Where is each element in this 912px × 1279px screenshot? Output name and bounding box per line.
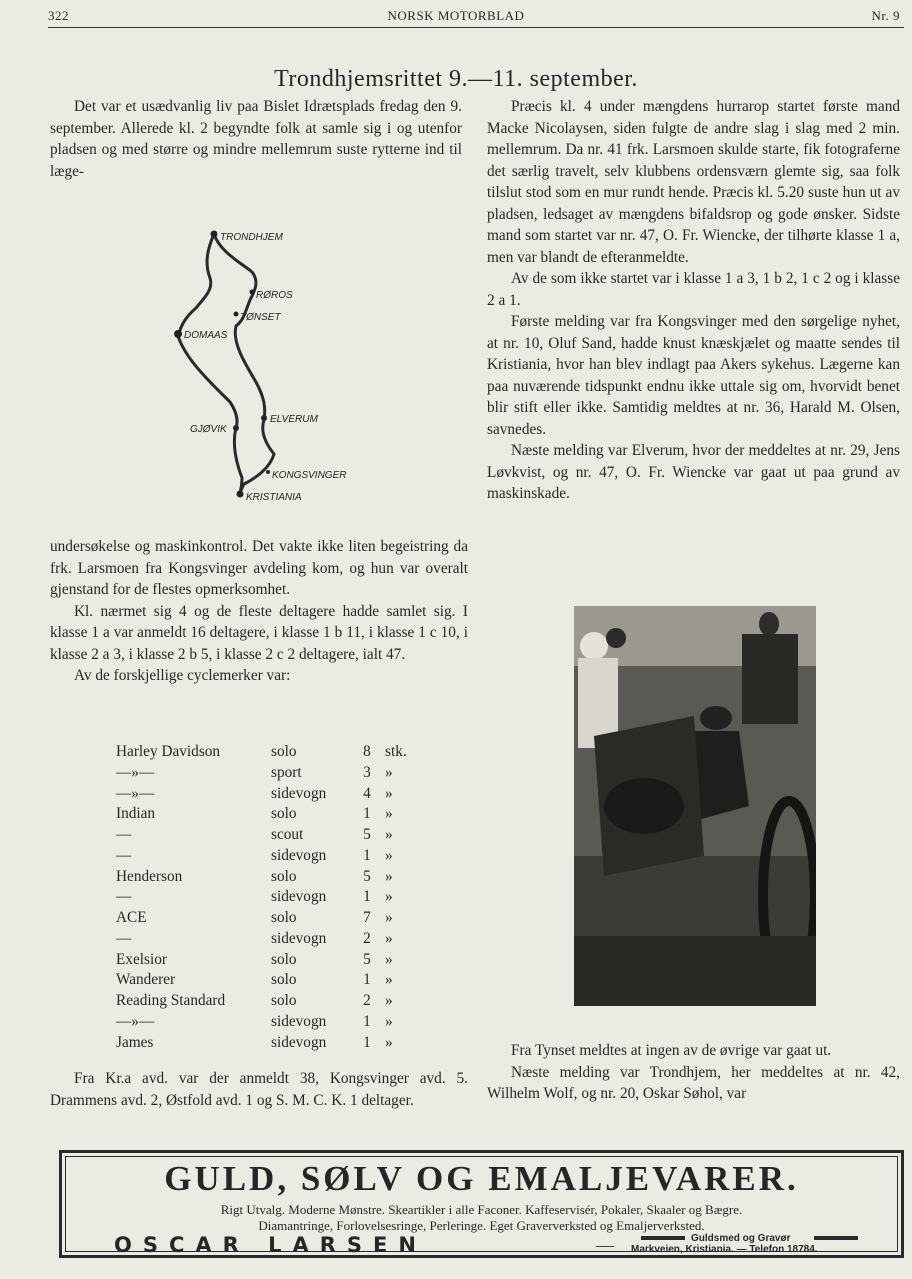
brand-count: 5 bbox=[363, 950, 371, 968]
brand-name: Exelsior bbox=[116, 950, 167, 968]
brand-type: sidevogn bbox=[271, 929, 327, 947]
brand-row bbox=[116, 804, 425, 825]
brand-row bbox=[116, 742, 425, 763]
city-dot bbox=[234, 312, 239, 317]
brand-name: —»— bbox=[116, 1012, 155, 1030]
paragraph: Fra Tynset meldtes at ingen av de øvrige var gaat ut. bbox=[511, 1042, 832, 1059]
brand-count: 5 bbox=[363, 826, 371, 843]
brand-row bbox=[116, 784, 425, 805]
brand-count: 1 bbox=[363, 971, 371, 989]
ad-trade: Guldsmed og Gravør bbox=[691, 1233, 791, 1244]
city-dot bbox=[233, 425, 239, 431]
brand-type: solo bbox=[271, 992, 297, 1009]
left-column-bottom bbox=[50, 1068, 468, 1111]
brand-unit: » bbox=[385, 1012, 393, 1030]
article-title: Trondhjemsrittet 9.—11. september. bbox=[274, 66, 638, 92]
brand-table bbox=[116, 742, 425, 1053]
brand-type: solo bbox=[271, 909, 297, 926]
brand-row bbox=[116, 970, 425, 991]
ad-bar-right bbox=[814, 1236, 858, 1240]
paragraph: Præcis kl. 4 under mængdens hurrarop startet første mand Macke Nicolaysen, siden fulgte de andre slag i slag med 2 min. mellemrum. Da nr. 41 frk. Larsmoen skulde starte, fik fotograferne det særlig travelt, selv klubbens ordensværn glemte sig, saa folk tilslut stod som en mur rundt hende. Præcis kl. 5.20 suste hun ut av pladsen, ledsaget av mængdens bifaldsrop og gode ønsker. Sidste mand som startet var nr. 47, O. Fr. Wiencke, der tilhørte klasse 1 a, men var blandt de efteranmeldte. bbox=[487, 98, 900, 266]
city-dot bbox=[237, 491, 244, 498]
brand-type: sidevogn bbox=[271, 888, 327, 906]
race-photo bbox=[574, 606, 816, 1006]
brand-unit: » bbox=[385, 909, 393, 926]
route-map bbox=[160, 222, 360, 512]
brand-type: sidevogn bbox=[271, 784, 327, 802]
brand-unit: » bbox=[385, 826, 393, 843]
right-column-top bbox=[487, 96, 900, 505]
brand-name: —»— bbox=[116, 784, 155, 802]
city-dot bbox=[250, 290, 255, 295]
right-column-bottom bbox=[487, 1040, 900, 1105]
brand-unit: » bbox=[385, 888, 393, 906]
brand-name: Henderson bbox=[116, 867, 183, 885]
paragraph: Av de forskjellige cyclemerker var: bbox=[74, 667, 291, 684]
paragraph: Næste melding var Elverum, hvor der meddeltes at nr. 29, Jens Løvkvist, og nr. 47, O. Fr. Wiencke var gaat ut paa grund av maskinskade. bbox=[487, 442, 900, 502]
brand-unit: stk. bbox=[385, 743, 407, 760]
brand-count: 1 bbox=[363, 846, 371, 864]
advertisement bbox=[59, 1150, 904, 1258]
map-label-domaas: DOMAAS bbox=[184, 330, 228, 341]
ad-line-1: Rigt Utvalg. Moderne Mønstre. Skeartikler i alle Faconer. Kaffeservisér, Pokaler, Skaaler og Bægre. bbox=[220, 1202, 743, 1217]
brand-count: 1 bbox=[363, 1033, 371, 1051]
brand-count: 2 bbox=[363, 929, 371, 947]
route-line-west bbox=[178, 234, 242, 494]
brand-count: 5 bbox=[363, 867, 371, 885]
brand-unit: » bbox=[385, 867, 393, 885]
paragraph: Av de som ikke startet var i klasse 1 a 3, 1 b 2, 1 c 2 og i klasse 2 a 1. bbox=[487, 270, 900, 309]
brand-row bbox=[116, 763, 425, 784]
map-label-kongsvinger: KONGSVINGER bbox=[272, 470, 347, 481]
paragraph: Næste melding var Trondhjem, her meddeltes at nr. 42, Wilhelm Wolf, og nr. 20, Oskar Søhol, var bbox=[487, 1063, 900, 1102]
brand-type: solo bbox=[271, 743, 297, 760]
ad-contact: Markveien, Kristiania. — Telefon 18784. bbox=[631, 1244, 818, 1255]
ad-dash: — bbox=[596, 1235, 614, 1255]
ad-line-2: Diamantringe, Forlovelsesringe, Perleringe. Eget Graververksted og Emaljerverksted. bbox=[258, 1218, 705, 1233]
ad-inner-frame bbox=[65, 1156, 898, 1257]
header-rule bbox=[48, 27, 904, 28]
brand-count: 4 bbox=[363, 784, 371, 802]
brand-type: solo bbox=[271, 805, 297, 823]
city-dot bbox=[261, 415, 267, 421]
left-column-middle bbox=[50, 536, 468, 687]
brand-count: 1 bbox=[363, 1012, 371, 1030]
brand-row bbox=[116, 867, 425, 888]
brand-unit: » bbox=[385, 992, 393, 1009]
city-dot bbox=[266, 470, 270, 474]
paragraph: Det var et usædvanlig liv paa Bislet Idrætsplads fredag den 9. september. Allerede kl. 2 begyndte folk at samle sig i og utenfor pladsen og med større og mindre mellemrum suste rytterne ind til læge- bbox=[50, 98, 462, 180]
brand-name: Reading Standard bbox=[116, 992, 226, 1009]
brand-row bbox=[116, 929, 425, 950]
brand-count: 2 bbox=[363, 992, 371, 1009]
brand-unit: » bbox=[385, 846, 393, 864]
brand-unit: » bbox=[385, 1033, 393, 1051]
map-label-tonset: TØNSET bbox=[240, 312, 281, 323]
paragraph: Kl. nærmet sig 4 og de fleste deltagere hadde samlet sig. I klasse 1 a var anmeldt 16 deltagere, i klasse 1 b 11, i klasse 1 c 10, i klasse 2 a 3, i klasse 2 b 5, i klasse 2 c 2 deltagere, ialt 47. bbox=[50, 602, 468, 663]
brand-type: solo bbox=[271, 950, 297, 968]
brand-unit: » bbox=[385, 950, 393, 968]
ad-headline: GULD, SØLV OG EMALJEVARER. bbox=[164, 1159, 799, 1198]
brand-row bbox=[116, 1012, 425, 1033]
brand-count: 8 bbox=[363, 743, 371, 760]
brand-row bbox=[116, 887, 425, 908]
map-label-trondhjem: TRONDHJEM bbox=[220, 232, 283, 243]
ad-address bbox=[631, 1233, 818, 1255]
brand-type: scout bbox=[271, 826, 304, 843]
brand-name: — bbox=[116, 846, 132, 864]
brand-type: solo bbox=[271, 867, 297, 885]
brand-count: 7 bbox=[363, 909, 371, 926]
map-label-kristiania: KRISTIANIA bbox=[246, 492, 302, 503]
magazine-title: NORSK MOTORBLAD bbox=[387, 8, 525, 23]
brand-name: — bbox=[116, 929, 132, 947]
left-column-top bbox=[50, 96, 462, 182]
route-line-east bbox=[214, 234, 274, 494]
brand-type: sidevogn bbox=[271, 1033, 327, 1051]
brand-row bbox=[116, 1033, 425, 1054]
map-label-elverum: ELVERUM bbox=[270, 414, 318, 425]
brand-count: 1 bbox=[363, 888, 371, 906]
brand-row bbox=[116, 950, 425, 971]
map-label-roros: RØROS bbox=[256, 290, 293, 301]
brand-row bbox=[116, 908, 425, 929]
brand-name: Wanderer bbox=[116, 971, 176, 989]
brand-count: 1 bbox=[363, 805, 371, 823]
brand-unit: » bbox=[385, 784, 393, 802]
brand-type: sidevogn bbox=[271, 1012, 327, 1030]
brand-name: — bbox=[116, 888, 132, 906]
brand-unit: » bbox=[385, 805, 393, 823]
city-dot bbox=[211, 231, 218, 238]
brand-name: ACE bbox=[116, 909, 147, 926]
brand-row bbox=[116, 825, 425, 846]
brand-row bbox=[116, 991, 425, 1012]
issue-number: Nr. 9 bbox=[871, 8, 900, 23]
brand-unit: » bbox=[385, 763, 393, 781]
brand-name: Indian bbox=[116, 805, 156, 823]
ad-merchant-name: OSCAR LARSEN bbox=[114, 1233, 427, 1257]
paragraph: Første melding var fra Kongsvinger med den sørgelige nyhet, at nr. 10, Oluf Sand, hadde knust knæskjælet og maatte sendes til Kristiania, hvor han blev indlagt paa Akers sykehus. Lægerne kan paa nuværende tidspunkt endnu ikke uttale sig om, hvorvidt benet blir stift eller ikke. Samtidig meldtes at nr. 36, Harald M. Olsen, savnedes. bbox=[487, 313, 900, 438]
brand-name: — bbox=[116, 826, 132, 843]
brand-type: sport bbox=[271, 763, 302, 781]
paragraph: Fra Kr.a avd. var der anmeldt 38, Kongsvinger avd. 5. Drammens avd. 2, Østfold avd. 1 og S. M. C. K. 1 deltager. bbox=[50, 1070, 468, 1109]
page-header bbox=[0, 8, 912, 28]
map-label-gjovik: GJØVIK bbox=[190, 424, 227, 435]
brand-unit: » bbox=[385, 929, 393, 947]
brand-name: James bbox=[116, 1033, 154, 1051]
brand-name: —»— bbox=[116, 763, 155, 781]
photo-illustration bbox=[574, 606, 816, 1006]
page-number: 322 bbox=[48, 8, 69, 23]
brand-type: solo bbox=[271, 971, 297, 989]
brand-count: 3 bbox=[363, 763, 371, 781]
city-dot bbox=[174, 330, 182, 338]
brand-unit: » bbox=[385, 971, 393, 989]
brand-name: Harley Davidson bbox=[116, 743, 221, 760]
brand-row bbox=[116, 846, 425, 867]
paragraph: undersøkelse og maskinkontrol. Det vakte ikke liten begeistring da frk. Larsmoen fra Kongsvinger avdeling kom, og hun var overalt gjenstand for de flestes opmerksomhet. bbox=[50, 538, 468, 598]
brand-type: sidevogn bbox=[271, 846, 327, 864]
